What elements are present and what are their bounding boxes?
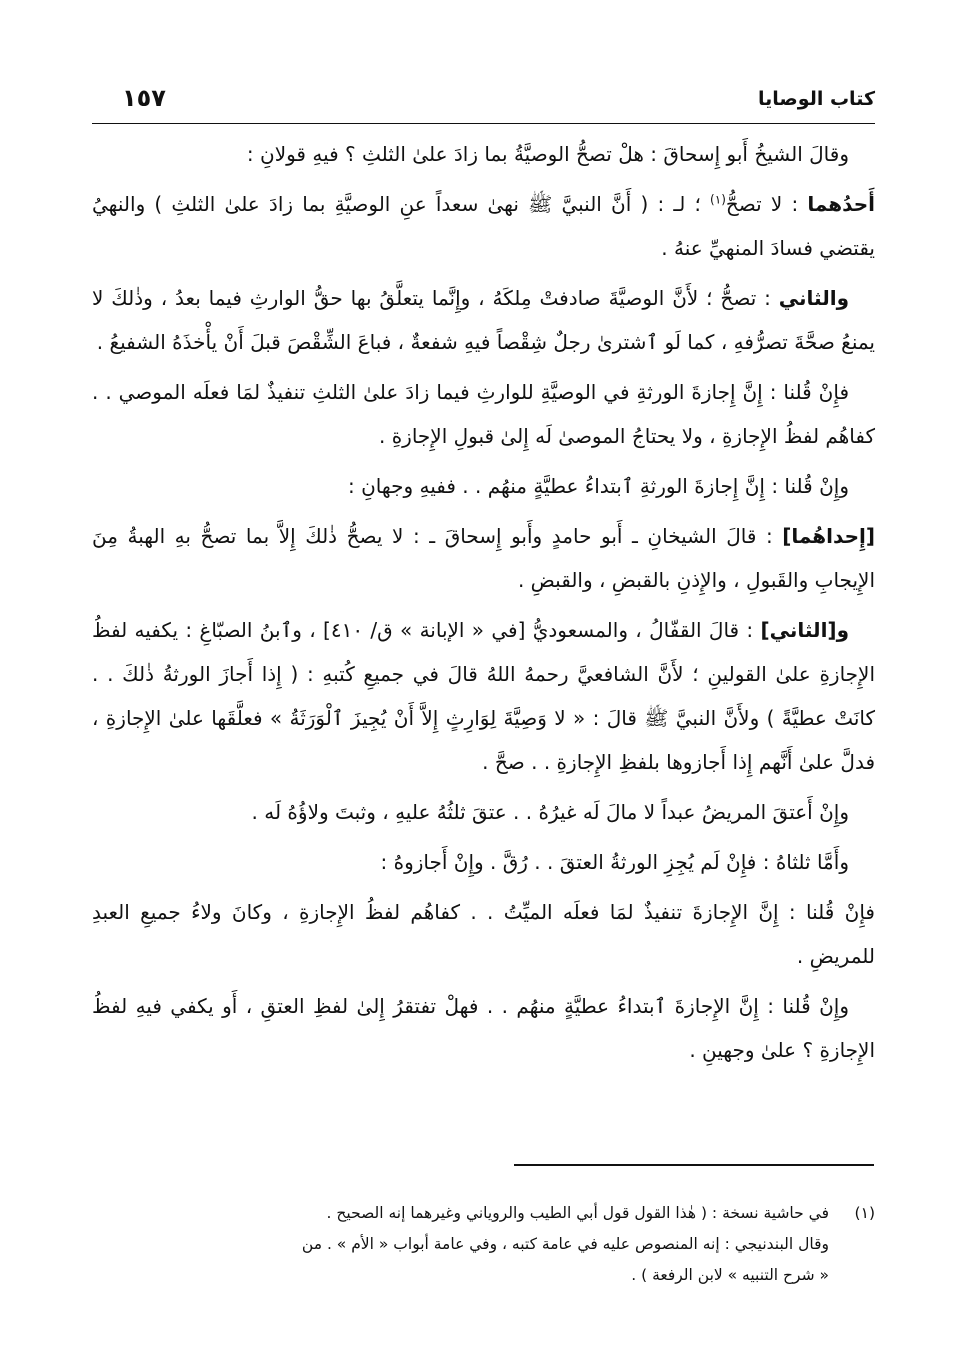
paragraph: [92, 608, 875, 784]
footnote-marker[interactable]: (١): [710, 192, 726, 207]
footnote-rule: [514, 1164, 874, 1166]
paragraph-text: وإِنْ قُلنا : إِنَّ الإِجازةَ ٱبتداءُ عطيَّةٍ منهُم . . فهلْ تفتقرُ إِلىٰ لفظِ العتقِ ، أَو يكفي فيهِ لفظُ الإِجازةِ ؟ علىٰ وجهينِ .: [92, 994, 875, 1062]
paragraph: [92, 464, 875, 508]
paragraph: [92, 514, 875, 602]
page-number: ١٥٧: [122, 84, 166, 112]
paragraph: [92, 984, 875, 1072]
footnote-line: وقال البندنيجي : إنه المنصوص عليه في عامة كتبه ، وفي عامة أبواب « الأم » . من: [301, 1235, 829, 1253]
paragraph-text: : تصحُّ ؛ لأَنَّ الوصيَّةَ صادفتْ مِلكَهُ ، وإِنَّما يتعلَّقُ بها حقُّ الوارثِ فيما بعدُ ، وذٰلكَ لا يمنعُ صحَّةَ تصرُّفهِ ، كما لَو ٱشترىٰ رجلٌ شِقْصاً فيهِ شفعةٌ ، فباعَ الشِّقْصَ قبلَ أَنْ يأْخذَهُ الشفيعُ .: [92, 286, 875, 354]
running-head: كتاب الوصايا: [758, 88, 875, 110]
paragraph: [92, 276, 875, 364]
page-header: [92, 82, 875, 124]
paragraph-text: فإِنْ قُلنا : إِنَّ الإِجازةَ تنفيذٌ لمَا فعلَه الميِّتُ . . كفاهُم لفظُ الإِجازةِ ، وكانَ ولاءُ جميعِ العبدِ للمريضِ .: [92, 900, 875, 968]
paragraph-text: وإِنْ أَعتقَ المريضُ عبداً لا مالَ لَه غيرُهُ . . عتقَ ثلثُهُ عليهِ ، وثبتَ ولاؤُهُ لَه .: [251, 800, 849, 824]
paragraph-text: فإِنْ قُلنا : إِنَّ إِجازةَ الورثةِ في الوصيَّةِ للوارثِ فيما زادَ علىٰ الثلثِ تنفيذٌ لمَا فعلَه الموصي . . كفاهُم لفظُ الإِجازةِ ، ولا يحتاجُ الموصىٰ لَه إِلىٰ قبولِ الإِجازةِ .: [92, 380, 875, 448]
footnote-line: في حاشية نسخة : ( هٰذا القول قول أبي الطيب والروياني وغيرهما إنه الصحيح .: [326, 1204, 829, 1222]
paragraph: [92, 132, 875, 176]
paragraph-lead: والثاني: [778, 286, 849, 310]
paragraph-text: : لا تصحُّ: [725, 192, 808, 216]
paragraph-text: : قالَ القفّالُ ، والمسعوديُّ [في « الإبانة » ق/ ٤١٠] ، وٱبنُ الصبّاغِ : يكفيه لفظُ الإِجازةِ علىٰ القولينِ ؛ لأَنَّ الشافعيَّ رحمهُ اللهُ قالَ في جميعِ كُتبهِ : ( إِذا أَجازَ الورثةُ ذٰلكَ . . كانَتْ عطيَّةً ) ولأَنَّ النبيَّ ﷺ قالَ : « لا وَصِيَّةَ لِوَارِثٍ إِلاَّ أَنْ يُجِيزَ ٱلْوَرَثَةُ » فعلَّقَها علىٰ الإِجازةِ ، فدلَّ علىٰ أَنَّهم إِذا أَجازوها بلفظِ الإِجازةِ . . صحَّ .: [92, 618, 875, 774]
paragraph: [92, 182, 875, 270]
footnote-number: (١): [854, 1204, 875, 1222]
paragraph-text: ؛ لـ : ( أَنَّ النبيَّ ﷺ نهىٰ سعداً عنِ الوصيَّةِ بما زادَ علىٰ الثلثِ ) والنهيُ يقتضي فسادَ المنهيِّ عنهُ .: [92, 192, 875, 260]
header-rule: [92, 123, 875, 124]
paragraph-lead: أَحدُهما: [807, 192, 875, 216]
paragraph: [92, 890, 875, 978]
paragraph: [92, 840, 875, 884]
footnote-line: « شرح التنبيه » لابن الرفعة ) .: [631, 1266, 829, 1284]
paragraph-text: وإِنْ قُلنا : إِنَّ إِجازةَ الورثةِ ٱبتداءُ عطيَّةٍ منهُم . . ففيهِ وجهانِ :: [348, 474, 849, 498]
paragraph-text: : قالَ الشيخانِ ـ أَبو حامدٍ وأَبو إِسحاقَ ـ : لا يصحُّ ذٰلكَ إِلاَّ بما تصحُّ بهِ الهبةُ مِنَ الإِيجابِ والقَبولِ ، والإِذنِ بالقبضِ ، والقبضِ .: [92, 524, 875, 592]
paragraph-lead: و[الثاني]: [760, 618, 849, 642]
footnote-body: [92, 1198, 829, 1291]
footnotes: [92, 1198, 875, 1291]
paragraph: [92, 790, 875, 834]
paragraph-lead: [إِحداهُما]: [782, 524, 875, 548]
paragraph: [92, 370, 875, 458]
paragraph-text: وقالَ الشيخُ أَبو إِسحاقَ : هلْ تصحُّ الوصيَّةُ بما زادَ علىٰ الثلثِ ؟ فيهِ قولانِ :: [246, 142, 849, 166]
footnote: [92, 1198, 875, 1291]
main-text: [92, 132, 875, 1078]
paragraph-text: وأَمَّا ثلثاهُ : فإِنْ لَم يُجِزِ الورثةُ العتقَ . . رُقَّ . وإِنْ أَجازوهُ :: [380, 850, 849, 874]
